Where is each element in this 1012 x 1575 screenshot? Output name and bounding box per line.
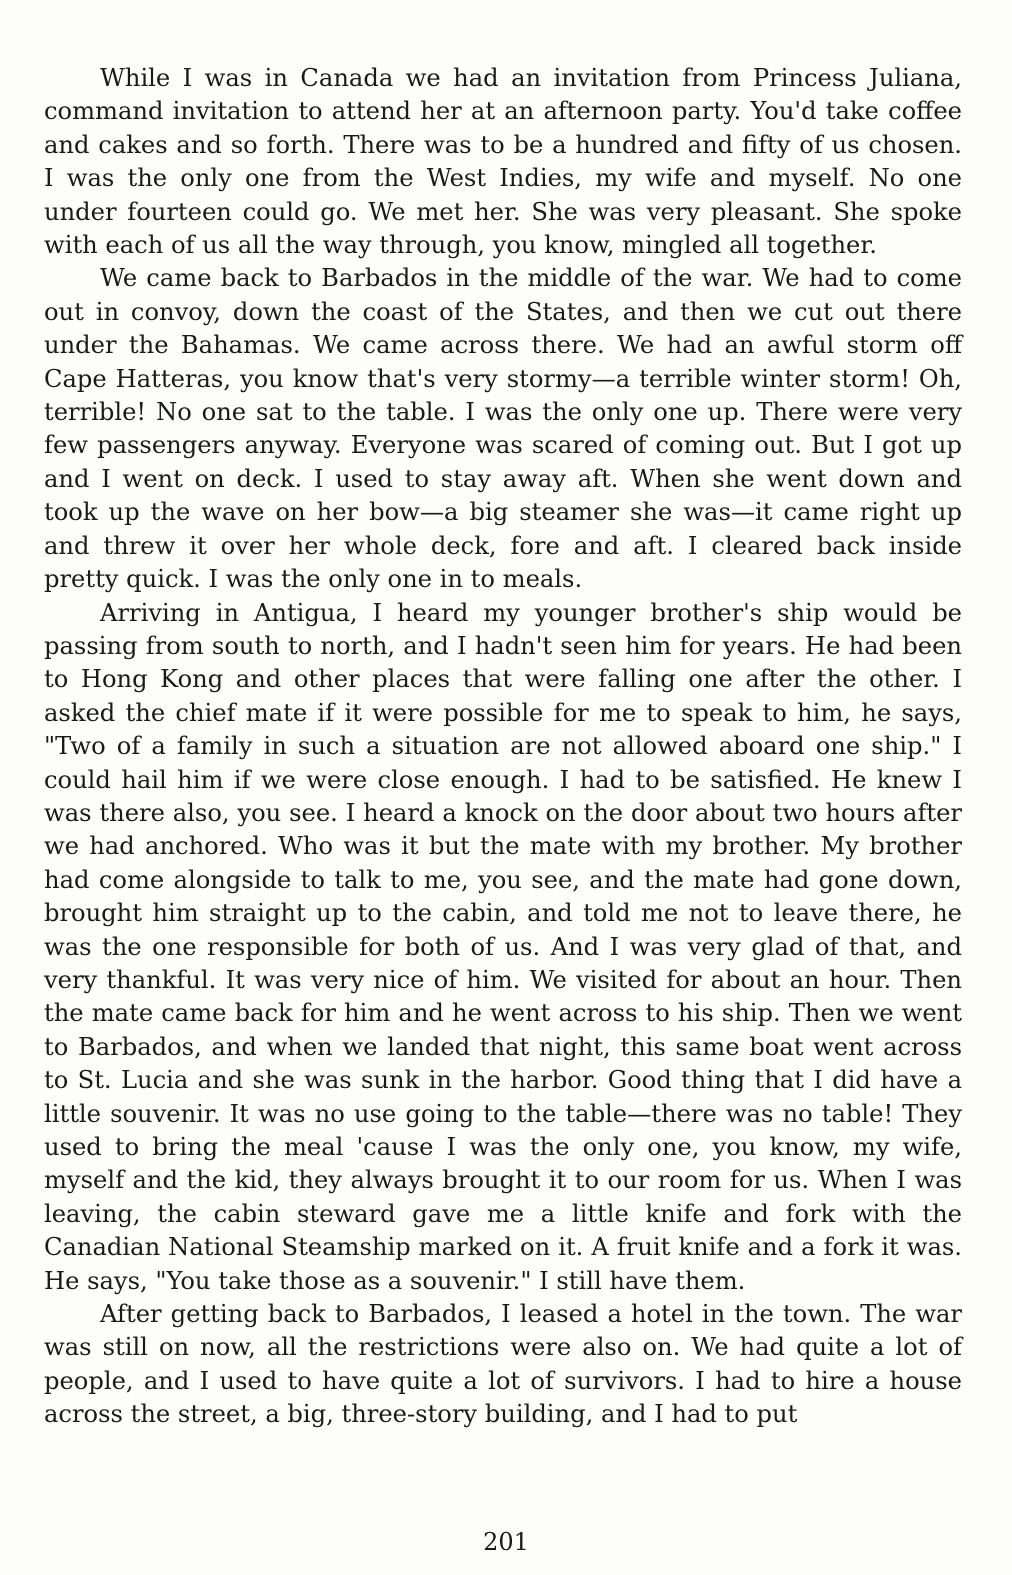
paragraph-3: Arriving in Antigua, I heard my younger brother's ship would be passing from south to north, and I hadn't seen him for years. He had been to Hong Kong and other places that were falling one after the other. I asked the chief mate if it were possible for me to speak to him, he says, "Two of a family in such a situation are not allowed aboard one ship." I could hail him if we were close enough. I had to be satisfied. He knew I was there also, you see. I heard a knock on the door about two hours after we had anchored. Who was it but the mate with my brother. My brother had come alongside to talk to me, you see, and the mate had gone down, brought him straight up to the cabin, and told me not to leave there, he was the one responsible for both of us. And I was very glad of that, and very thankful. It was very nice of him. We visited for about an hour. Then the mate came back for him and he went across to his ship. Then we went to Barbados, and when we landed that night, this same boat went across to St. Lucia and she was sunk in the harbor. Good thing that I did have a little souvenir. It was no use going to the table—there was no table! They used to bring the meal 'cause I was the only one, you know, my wife, myself and the kid, they always brought it to our room for us. When I was leaving, the cabin steward gave me a little knife and fork with the Canadian National Steamship marked on it. A fruit knife and a fork it was. He says, "You take those as a souvenir." I still have them. — [44, 598, 962, 1295]
paragraph-4: After getting back to Barbados, I leased a hotel in the town. The war was still on now, all the restrictions were also on. We had quite a lot of people, and I used to have quite a lot of survivors. I had to hire a house across the street, a big, three-story building, and I had to put — [44, 1300, 962, 1429]
page-number: 201 — [483, 1528, 529, 1556]
paragraph-2: We came back to Barbados in the middle of the war. We had to come out in convoy, down the coast of the States, and then we cut out there under the Bahamas. We came across there. We had an awful storm off Cape Hatteras, you know that's very stormy—a terrible winter storm! Oh, terrible! No one sat to the table. I was the only one up. There were very few passengers anyway. Everyone was scared of coming out. But I got up and I went on deck. I used to stay away aft. When she went down and took up the wave on her bow—a big steamer she was—it came right up and threw it over her whole deck, fore and aft. I cleared back inside pretty quick. I was the only one in to meals. — [44, 264, 962, 594]
body-text — [44, 62, 962, 1432]
paragraph-1: While I was in Canada we had an invitation from Princess Juliana, command invitation to attend her at an afternoon party. You'd take coffee and cakes and so forth. There was to be a hundred and fifty of us chosen. I was the only one from the West Indies, my wife and myself. No one under fourteen could go. We met her. She was very pleasant. She spoke with each of us all the way through, you know, mingled all together. — [44, 64, 962, 260]
